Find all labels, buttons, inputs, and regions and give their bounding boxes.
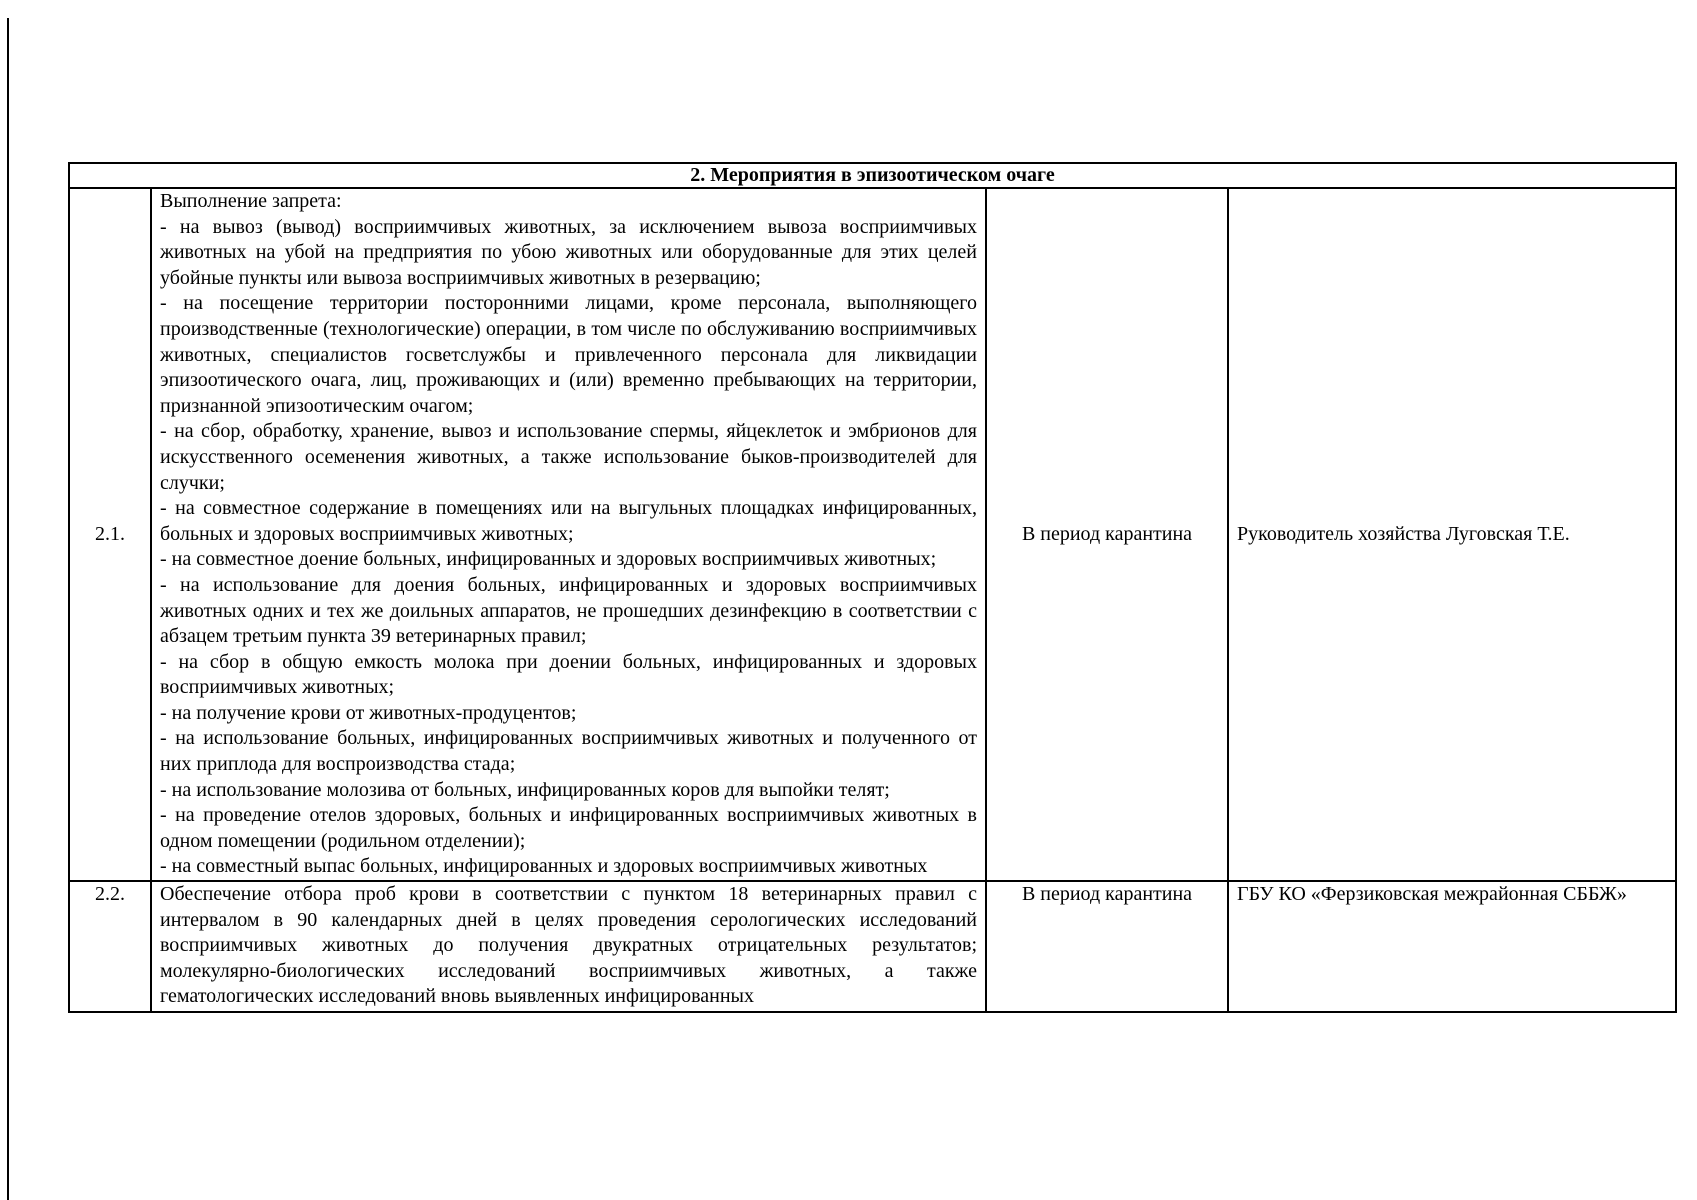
list-item: - на сбор в общую емкость молока при доении больных, инфицированных и здоровых восприимчивых животных; (160, 650, 977, 699)
description-intro: Выполнение запрета: (160, 190, 342, 212)
list-item: - на получение крови от животных-продуцентов; (160, 701, 577, 724)
list-item: - на проведение отелов здоровых, больных и инфицированных восприимчивых животных в одном помещении (родильном отделении); (160, 804, 977, 852)
page-margin-line (7, 18, 9, 1200)
description-text: Обеспечение отбора проб крови в соответствии с пунктом 18 ветеринарных правил с интервалом в 90 календарных дней в целях проведения серологических исследований восприимчивых животных до получения двукратных отрицательных результатов; молекулярно-биологических исследований восприимчивых животных, а также гематологических исследований вновь выявленных инфицированных (160, 883, 977, 1008)
section-title: 2. Мероприятия в эпизоотическом очаге (69, 163, 1676, 188)
section-header-row (69, 163, 1676, 188)
row-period: В период карантина (986, 881, 1228, 1012)
list-item: - на использование молозива от больных, инфицированных коров для выпойки телят; (160, 778, 890, 801)
row-responsible: Руководитель хозяйства Луговская Т.Е. (1228, 188, 1676, 881)
row-period: В период карантина (986, 188, 1228, 881)
row-number: 2.1. (69, 188, 151, 881)
list-item: - на совместное доение больных, инфицированных и здоровых восприимчивых животных; (160, 548, 937, 571)
list-item: - на совместный выпас больных, инфицированных и здоровых восприимчивых животных (160, 855, 928, 878)
list-item: - на сбор, обработку, хранение, вывоз и использование спермы, яйцеклеток и эмбрионов для искусственного осеменения животных, а также использование быков-производителей для случки; (160, 420, 977, 494)
table-row (69, 188, 1676, 881)
row-description (151, 188, 986, 881)
row-number: 2.2. (69, 881, 151, 1012)
list-item: - на использование для доения больных, инфицированных и здоровых восприимчивых животных одних и тех же доильных аппаратов, не прошедших дезинфекцию в соответствии с абзацем третьим пункта 39 ветеринарных правил; (160, 573, 977, 648)
list-item: - на использование больных, инфицированных восприимчивых животных и полученного от них приплода для воспроизводства стада; (160, 727, 977, 776)
row-description (151, 881, 986, 1012)
list-item: - на посещение территории посторонними лицами, кроме персонала, выполняющего производственные (технологические) операции, в том числе по обслуживанию восприимчивых животных, специалистов госветслужбы и привлеченного персонала для ликвидации эпизоотического очага, лиц, проживающих и (или) временно пребывающих на территории, признанной эпизоотическим очагом; (160, 292, 977, 417)
measures-table (68, 162, 1677, 1013)
row-responsible: ГБУ КО «Ферзиковская межрайонная СББЖ» (1228, 881, 1676, 1012)
list-item: - на вывоз (вывод) восприимчивых животных, за исключением вывоза восприимчивых животных на убой на предприятия по убою животных или оборудованные для этих целей убойные пункты или вывоза восприимчивых животных в резервацию; (160, 215, 977, 289)
list-item: - на совместное содержание в помещениях или на выгульных площадках инфицированных, больных и здоровых восприимчивых животных; (160, 497, 977, 545)
table-row (69, 881, 1676, 1012)
